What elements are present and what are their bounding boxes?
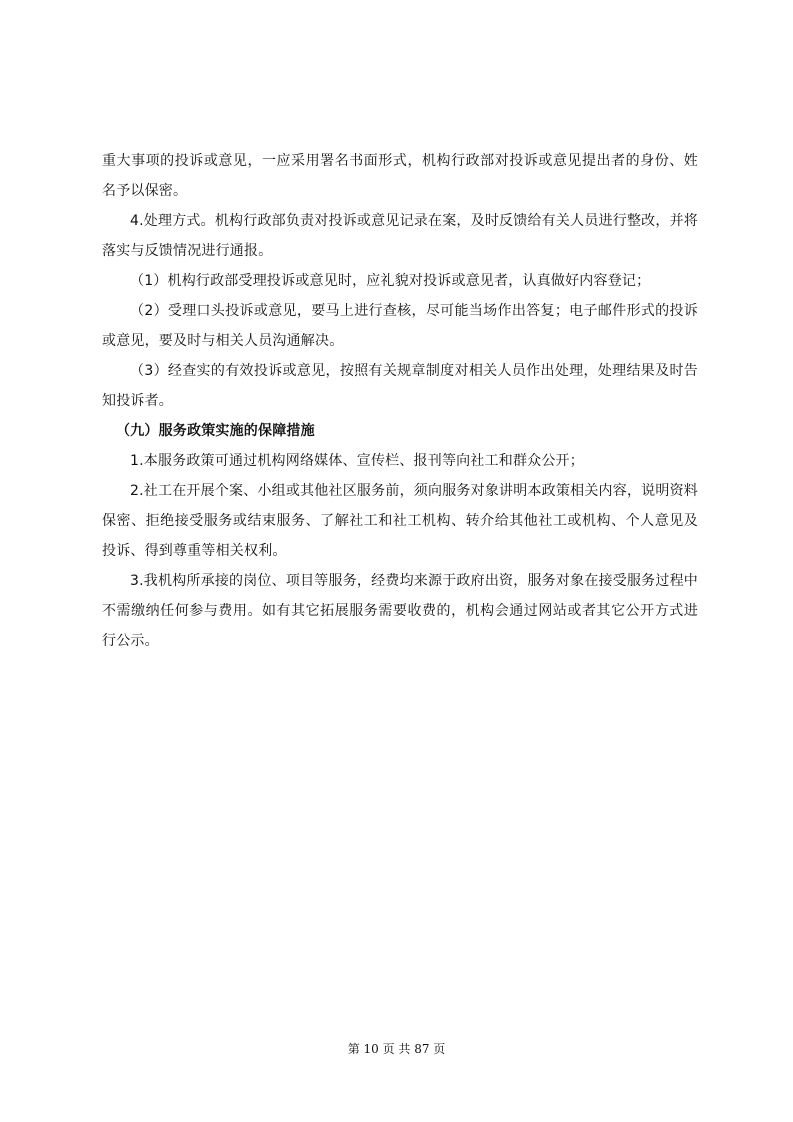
paragraph-handling-method: 4.处理方式。机构行政部负责对投诉或意见记录在案，及时反馈给有关人员进行整改，并将落实与反馈情况进行通报。	[102, 213, 698, 259]
paragraph-safeguard-3: 3.我机构所承接的岗位、项目等服务，经费均来源于政府出资，服务对象在接受服务过程中不需缴纳任何参与费用。如有其它拓展服务需要收费的，机构会通过网站或者其它公开方式进行公示。	[102, 573, 698, 649]
paragraph-confidentiality: 重大事项的投诉或意见，一应采用署名书面形式，机构行政部对投诉或意见提出者的身份、姓名予以保密。	[102, 153, 698, 199]
section-heading-safeguards: （九）服务政策实施的保障措施	[116, 423, 315, 439]
page-number-footer: 第 10 页 共 87 页	[347, 1042, 446, 1056]
document-body	[102, 146, 698, 656]
paragraph-handling-item-2: （2）受理口头投诉或意见，要马上进行查核，尽可能当场作出答复；电子邮件形式的投诉或意见，要及时与相关人员沟通解决。	[102, 303, 698, 349]
paragraph-handling-item-1: （1）机构行政部受理投诉或意见时，应礼貌对投诉或意见者，认真做好内容登记；	[130, 273, 651, 289]
paragraph-handling-item-3: （3）经查实的有效投诉或意见，按照有关规章制度对相关人员作出处理，处理结果及时告知投诉者。	[102, 363, 698, 409]
paragraph-safeguard-2: 2.社工在开展个案、小组或其他社区服务前，须向服务对象讲明本政策相关内容，说明资料保密、拒绝接受服务或结束服务、了解社工和社工机构、转介给其他社工或机构、个人意见及投诉、得到尊重等相关权利。	[102, 483, 698, 559]
paragraph-safeguard-1: 1.本服务政策可通过机构网络媒体、宣传栏、报刊等向社工和群众公开；	[130, 453, 584, 469]
